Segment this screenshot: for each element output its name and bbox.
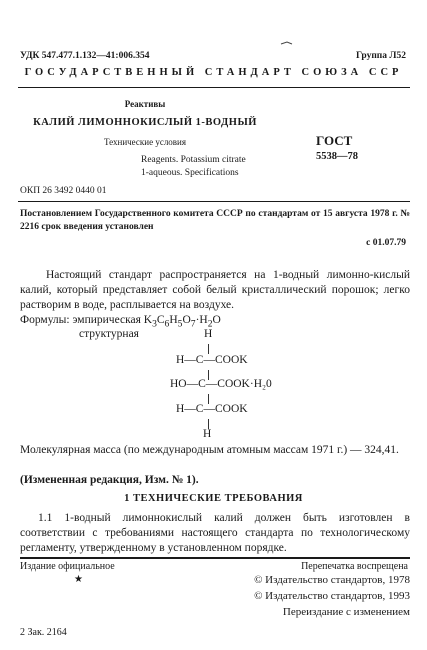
decree-text: Постановлением Государственного комитета СССР по стандартам от 15 августа 1978 г. № 2216 срок введения установлен: [20, 209, 410, 232]
bond-line: [208, 344, 209, 354]
structure-row-3: H—C—COOK: [176, 403, 248, 415]
formula-empirical: Формулы: эмпирическая $K_3C_6H_5O_7\cdot H_2O$: [20, 314, 221, 330]
structure-row-1: H—C—COOK: [176, 354, 248, 366]
effective-date: с 01.07.79: [366, 238, 406, 248]
structure-h-bottom: H: [203, 428, 212, 440]
structure-h-top: H: [204, 328, 213, 340]
star-mark: ★: [74, 574, 83, 585]
reissue-note: Переиздание с изменением: [282, 606, 410, 618]
copyright-1978: © Издательство стандартов, 1978: [254, 574, 410, 586]
udk-code: УДК 547.477.1.132—41:006.354: [20, 51, 150, 61]
english-title-line-1: Reagents. Potassium citrate: [141, 155, 246, 165]
title-rule: [18, 201, 410, 202]
copyright-1993: © Издательство стандартов, 1993: [254, 590, 410, 602]
document-subtitle: Технические условия: [103, 137, 187, 147]
revision-note: (Измененная редакция, Изм. № 1).: [20, 474, 199, 486]
order-number: 2 Зак. 2164: [20, 627, 67, 638]
group-code: Группа Л52: [355, 51, 406, 61]
intro-paragraph: Настоящий стандарт распространяется на 1-водный лимонно-кислый калий, который представляет собой белый кристаллический порошок; легко растворим в воде, расплывается на воздухе.: [20, 269, 410, 311]
structure-row-2: HO—C—COOK·H₂0: [170, 378, 272, 390]
gost-number: 5538—78: [316, 151, 358, 162]
official-edition: Издание официальное: [20, 561, 115, 572]
molar-mass: Молекулярная масса (по международным атомным массам 1971 г.) — 324,41.: [20, 444, 399, 456]
header-rule: [18, 87, 410, 88]
category: Реактивы: [124, 99, 166, 109]
english-title-line-2: 1-aqueous. Specifications: [141, 168, 239, 178]
document-title: КАЛИЙ ЛИМОННОКИСЛЫЙ 1-ВОДНЫЙ: [33, 117, 257, 128]
structural-label: структурная: [79, 328, 139, 340]
gost-label: ГОСТ: [316, 133, 353, 148]
reprint-prohibited: Перепечатка воспрещена: [301, 561, 408, 572]
print-mark: [280, 40, 294, 46]
state-standard-banner: ГОСУДАРСТВЕННЫЙ СТАНДАРТ СОЮЗА ССР: [24, 67, 403, 78]
footer-rule: [20, 557, 410, 559]
clause-1-1: 1.1 1-водный лимоннокислый калий должен быть изготовлен в соответствии с требованиями настоящего стандарта по технологическому регламенту, утвержденному в установленном порядке.: [20, 512, 410, 554]
okp-code: ОКП 26 3492 0440 01: [20, 186, 107, 196]
section-heading: 1 ТЕХНИЧЕСКИЕ ТРЕБОВАНИЯ: [124, 493, 303, 504]
formulas-label: Формулы: эмпирическая: [20, 314, 141, 326]
